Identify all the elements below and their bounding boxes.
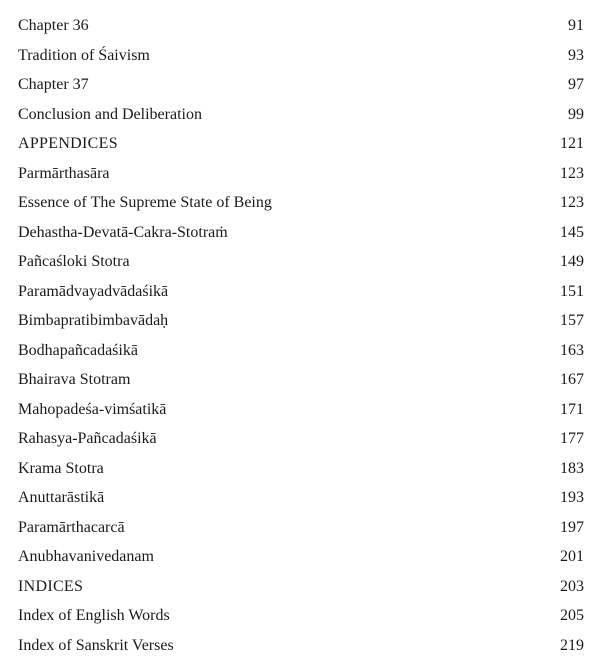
toc-entry-anuttarastika xyxy=(0,483,600,513)
toc-section-indices xyxy=(0,572,600,602)
toc-entry-bodhapancadasika xyxy=(0,336,600,366)
toc-entry-page-number: 163 xyxy=(560,341,584,359)
toc-entry-krama-stotra xyxy=(0,454,600,484)
toc-entry-paramarthacarca xyxy=(0,513,600,543)
toc-entry-tradition-of-saivism xyxy=(0,41,600,71)
toc-section-title: APPENDICES xyxy=(18,135,118,152)
toc-entry-page-number: 183 xyxy=(560,459,584,477)
toc-entry-page-number: 203 xyxy=(560,577,584,595)
toc-entry-title: Bodhapañcadaśikā xyxy=(18,341,138,359)
toc-entry-title: Paramādvayadvādaśikā xyxy=(18,282,169,300)
toc-entry-page-number: 123 xyxy=(560,164,584,182)
toc-entry-page-number: 205 xyxy=(560,607,584,624)
toc-entry-bhairava-stotram xyxy=(0,365,600,395)
toc-entry-page-number: 97 xyxy=(568,76,584,93)
table-of-contents xyxy=(0,11,600,660)
toc-entry-essence-supreme-state xyxy=(0,188,600,218)
toc-entry-title: Conclusion and Deliberation xyxy=(18,105,202,123)
toc-entry-title: Essence of The Supreme State of Being xyxy=(18,194,272,211)
toc-entry-title: Paramārthacarcā xyxy=(18,518,125,536)
toc-entry-title: Anuttarāstikā xyxy=(18,489,105,506)
toc-entry-title: Rahasya-Pañcadaśikā xyxy=(18,430,157,447)
toc-entry-page-number: 93 xyxy=(568,46,584,64)
toc-entry-page-number: 197 xyxy=(560,518,584,536)
toc-entry-index-english xyxy=(0,601,600,631)
toc-entry-page-number: 157 xyxy=(560,312,584,329)
toc-entry-parmarthasara xyxy=(0,159,600,189)
toc-entry-conclusion xyxy=(0,100,600,130)
toc-entry-title: Bhairava Stotram xyxy=(18,371,131,388)
toc-entry-title: Mahopadeśa-vimśatikā xyxy=(18,400,167,418)
toc-entry-page-number: 201 xyxy=(560,548,584,565)
toc-entry-chapter-37 xyxy=(0,70,600,100)
toc-entry-mahopadesa xyxy=(0,395,600,425)
toc-entry-title: Krama Stotra xyxy=(18,459,104,477)
toc-entry-title: Tradition of Śaivism xyxy=(18,46,150,64)
toc-entry-page-number: 145 xyxy=(560,223,584,241)
toc-entry-page-number: 151 xyxy=(560,282,584,300)
toc-section-title: INDICES xyxy=(18,577,84,595)
toc-entry-title: Chapter 37 xyxy=(18,76,89,93)
toc-entry-title: Index of Sanskrit Verses xyxy=(18,636,174,654)
toc-entry-pancasloki xyxy=(0,247,600,277)
toc-entry-title: Index of English Words xyxy=(18,607,170,624)
toc-entry-page-number: 121 xyxy=(560,135,584,152)
toc-entry-title: Pañcaśloki Stotra xyxy=(18,253,130,270)
toc-entry-title: Anubhavanivedanam xyxy=(18,548,154,565)
toc-entry-page-number: 167 xyxy=(560,371,584,388)
toc-entry-paramadvaya xyxy=(0,277,600,307)
toc-entry-page-number: 123 xyxy=(560,194,584,211)
toc-entry-page-number: 193 xyxy=(560,489,584,506)
toc-entry-page-number: 99 xyxy=(568,105,584,123)
toc-entry-title: Dehastha-Devatā-Cakra-Stotraṁ xyxy=(18,223,228,241)
toc-entry-anubhavanivedanam xyxy=(0,542,600,572)
toc-entry-bimbapratibimba xyxy=(0,306,600,336)
toc-entry-page-number: 177 xyxy=(560,430,584,447)
toc-entry-page-number: 219 xyxy=(560,636,584,654)
toc-entry-index-sanskrit xyxy=(0,631,600,661)
toc-entry-chapter-36 xyxy=(0,11,600,41)
toc-entry-page-number: 91 xyxy=(568,17,584,34)
toc-entry-title: Bimbapratibimbavādaḥ xyxy=(18,312,169,329)
toc-entry-title: Parmārthasāra xyxy=(18,164,110,182)
toc-entry-dehastha xyxy=(0,218,600,248)
toc-entry-page-number: 171 xyxy=(560,400,584,418)
toc-entry-rahasya xyxy=(0,424,600,454)
toc-section-appendices xyxy=(0,129,600,159)
toc-entry-page-number: 149 xyxy=(560,253,584,270)
toc-entry-title: Chapter 36 xyxy=(18,17,89,34)
